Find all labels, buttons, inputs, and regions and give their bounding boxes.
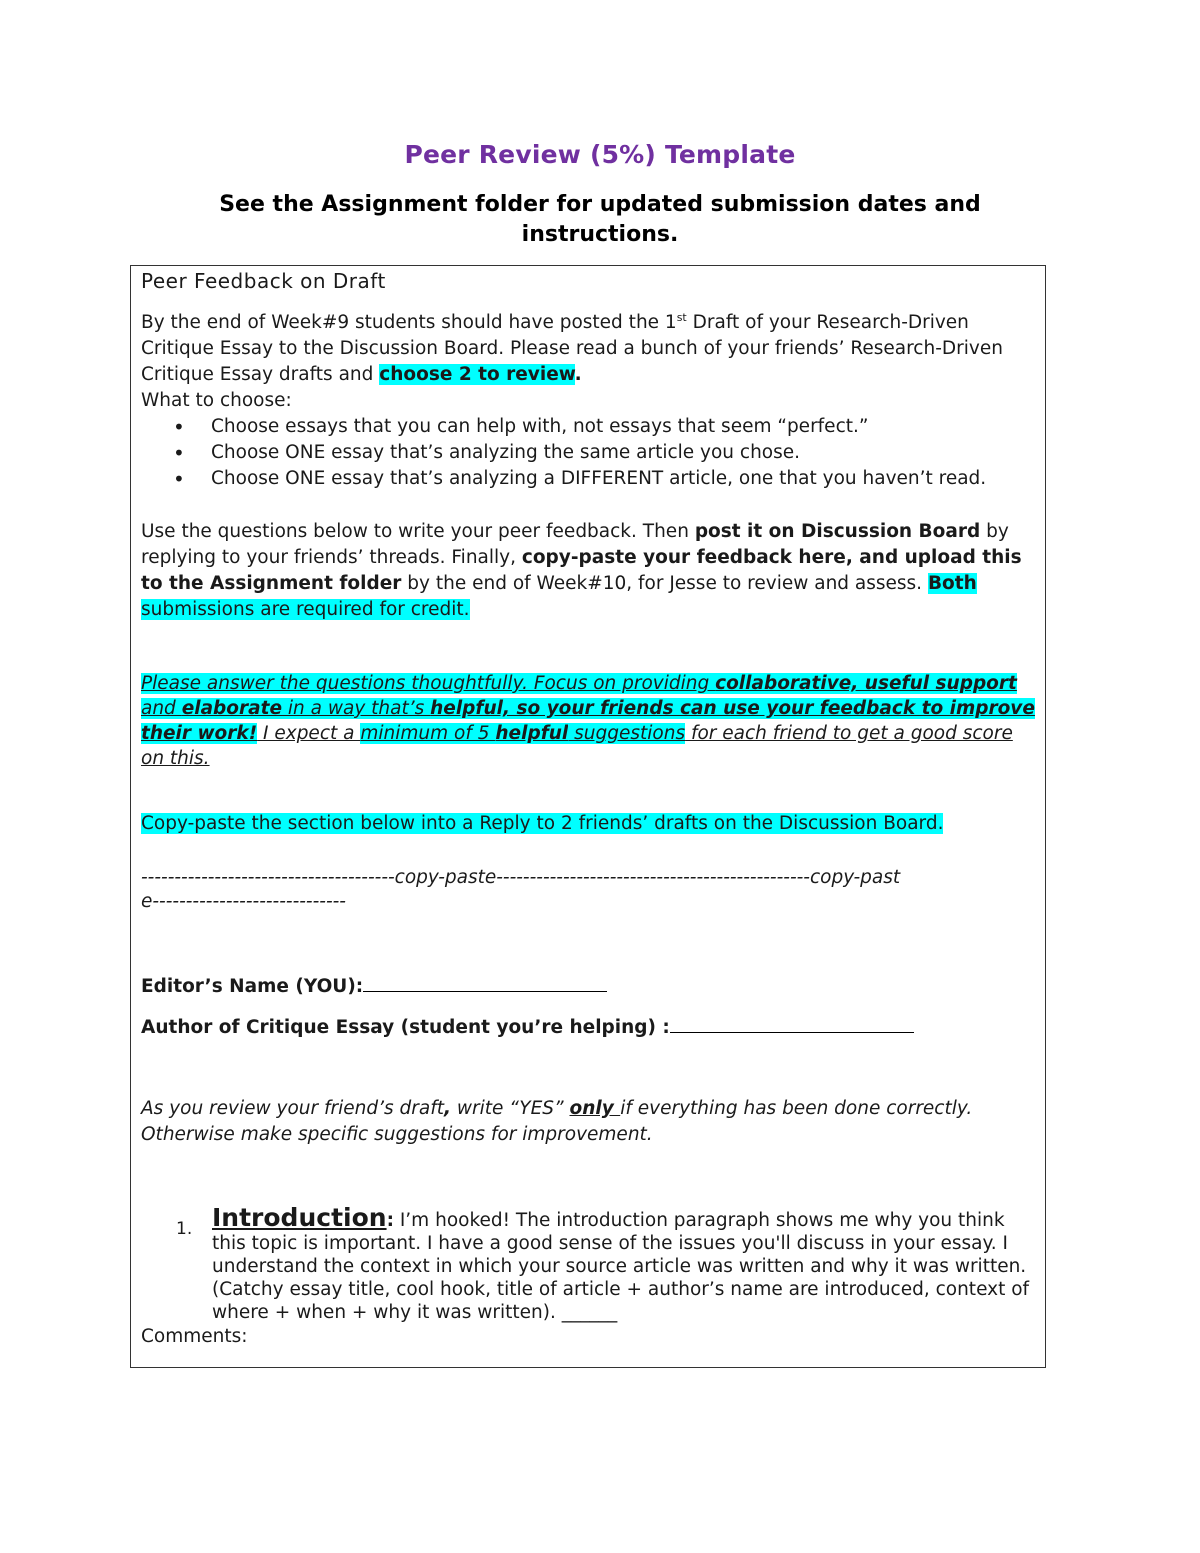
use-text-f: Both xyxy=(927,573,977,594)
use-text-c: by replying to your friends’ threads. Finally, xyxy=(141,521,1009,568)
note-text-c: and xyxy=(141,698,182,719)
item-number: 1. xyxy=(176,1219,193,1239)
note-text-i: helpful xyxy=(495,723,569,744)
list-item: • Choose essays that you can help with, not essays that seem “perfect.” xyxy=(141,414,1036,440)
note-text-a: Please answer the questions thoughtfully. Focus on providing xyxy=(141,673,716,694)
page-subtitle: See the Assignment folder for updated submission dates and instructions. xyxy=(219,192,981,247)
introduction-blank[interactable]: ______ xyxy=(561,1302,618,1323)
editor-name-row xyxy=(141,973,1036,1000)
intro-period: . xyxy=(574,364,582,385)
use-text-g: submissions are required for credit. xyxy=(141,599,470,620)
feedback-box xyxy=(130,265,1046,1368)
review-text-a: As you review your friend’s draft xyxy=(141,1098,444,1119)
author-name-row xyxy=(141,1014,1036,1041)
editor-label: Editor’s Name (YOU): xyxy=(141,976,364,997)
note-text-j: suggestions xyxy=(568,723,686,744)
list-item: • Choose ONE essay that’s analyzing a DIFFERENT article, one that you haven’t read. xyxy=(141,466,1036,492)
review-comma: , xyxy=(443,1098,451,1119)
instructions-note xyxy=(141,671,1036,771)
note-text-d: elaborate xyxy=(181,698,283,719)
intro-text-b: Draft of your Research-Driven Critique Essay to the Discussion Board. Please read a bunch of your friends’ Research-Driven Critique Essay drafts and xyxy=(141,312,1003,385)
introduction-text: I’m hooked! The introduction paragraph shows me why you think this topic is important. I have a good sense of the issues you'll discuss in your essay. I understand the context in which your source article was written and why it was written. (Catchy essay title, cool hook, title of article + author’s name are introduced, context of where + when + why it was written). xyxy=(212,1210,1030,1323)
use-text-a: Use the questions below to write your peer feedback. Then xyxy=(141,521,695,542)
note-text-g: I expect a xyxy=(257,723,361,744)
use-text-b: post it on Discussion Board xyxy=(694,521,981,542)
use-text-d: copy-paste your feedback here, and upload this to the Assignment folder xyxy=(141,547,1022,594)
review-instructions xyxy=(141,1096,1036,1148)
review-text-b: write “YES” xyxy=(451,1098,570,1119)
introduction-item xyxy=(212,1203,1037,1324)
page-title: Peer Review (5%) Template xyxy=(404,140,796,169)
review-only: only xyxy=(569,1098,621,1119)
note-text-h: minimum of 5 xyxy=(360,723,496,744)
note-text-b: collaborative, useful support xyxy=(715,673,1017,694)
use-questions-paragraph xyxy=(141,519,1036,623)
note-text-k: for each friend to get a good score on this. xyxy=(141,723,1013,769)
list-item: • Choose ONE essay that’s analyzing the same article you chose. xyxy=(141,440,1036,466)
use-text-e: by the end of Week#10, for Jesse to review and assess. xyxy=(401,573,928,594)
copy-paste-divider: --------------------------------------copy-paste-----------------------------------------------copy-paste----------------------------- xyxy=(141,867,901,912)
choose-highlight: choose 2 to review xyxy=(379,364,575,385)
introduction-colon: : xyxy=(386,1210,394,1231)
introduction-heading: Introduction xyxy=(212,1203,387,1232)
note-text-f: helpful, so your friends can use your feedback to improve their work! xyxy=(141,698,1035,744)
review-text-c: if everything has been done correctly. Otherwise make specific suggestions for improvement. xyxy=(141,1098,973,1145)
intro-paragraph xyxy=(141,310,1036,492)
choose-list xyxy=(141,414,1036,492)
copy-instruction xyxy=(141,811,1036,837)
note-text-e: in a way that’s xyxy=(282,698,431,719)
editor-name-blank[interactable] xyxy=(363,973,607,992)
what-to-choose: What to choose: xyxy=(141,390,292,411)
intro-text-a: By the end of Week#9 students should have posted the 1 xyxy=(141,312,677,333)
intro-sup: st xyxy=(676,310,687,324)
comments-label: Comments: xyxy=(141,1326,248,1347)
copy-instruction-text: Copy-paste the section below into a Reply to 2 friends’ drafts on the Discussion Board. xyxy=(141,813,944,834)
section-heading: Peer Feedback on Draft xyxy=(141,269,386,293)
author-label: Author of Critique Essay (student you’re helping) : xyxy=(141,1017,670,1038)
author-name-blank[interactable] xyxy=(670,1014,914,1033)
